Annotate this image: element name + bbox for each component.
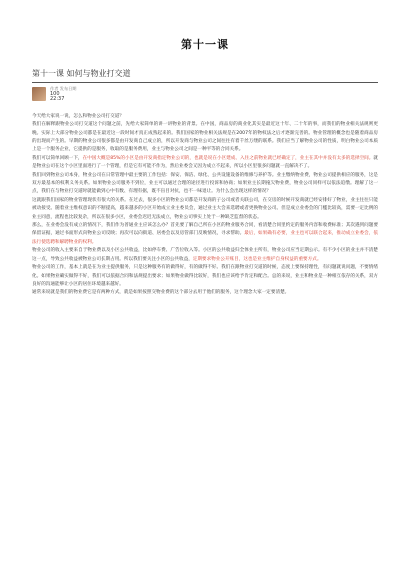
author-time: 22:37 [50, 96, 65, 103]
author-date: 发布日期 [59, 86, 77, 91]
paragraph [32, 247, 378, 264]
page-title: 第十一课 [181, 38, 229, 51]
highlighted-text: 在中国大概是85%的小区是由开发商指定物业公司的，也就是说在小区建成、入住之前物业就已经确定了，业主在其中并没有太多的选择空间。 [82, 155, 374, 161]
author-name: 作者 [50, 86, 59, 91]
paragraph-text: 就是物业公司在这个小区里面进行了一个管理，但是它有可能不作为，然后业委会又因为成立不起来，所以小区里很多问题就一直解决不了。 [32, 155, 378, 170]
paragraph [32, 264, 378, 289]
paragraph-text: 物业公司的收入主要来自于物业费以及小区公共收益，比如停车费、广告位收入等。小区的公共收益归全体业主所有，物业公司应当定期公示。有不少小区的业主并不清楚这一点，导致公共收益被物业公司长期占用。所以我们要关注小区的公共收益， [32, 248, 378, 262]
article-body [32, 113, 378, 298]
divider [32, 82, 378, 83]
paragraph [32, 289, 378, 297]
paragraph-text: 那么，在业委会没有成立的情况下，我们作为普通业主应该怎么办？首先要了解自己所在小区的物业服务合同，看清楚合同里约定的服务内容和收费标准；其次遇到问题要保留证据，通过书面形式向物业公司反映；再次可以向街道、居委会以及房管部门反映情况，寻求帮助。 [32, 223, 378, 237]
lesson-subtitle: 第十一课 如何与物业打交道 [32, 69, 131, 78]
author-count: 100 [50, 90, 60, 97]
paragraph [32, 155, 378, 172]
paragraph [32, 121, 378, 155]
author-row [32, 86, 378, 103]
paragraph [32, 172, 378, 197]
paragraph [32, 222, 378, 247]
avatar [32, 87, 46, 101]
highlighted-text: 最后，如果确有必要，业主也可以联合起来，推动成立业委会，依法行使选聘和解聘物业的权利。 [32, 231, 378, 245]
paragraph-text: 今天给大家说一说，怎么和物业公司打交道？ [32, 113, 124, 119]
author-meta [50, 86, 77, 103]
paragraph [32, 197, 378, 222]
paragraph [32, 113, 378, 121]
paragraph-text: 通常来说就是我们的物业费它是有两种方式，就是如果按照交物业费的这个部分去用于他们的服务，这个理念大家一定要清楚。 [32, 290, 290, 296]
paragraph-text: 我们可以简单回顾一下， [32, 155, 83, 161]
paragraph-text: 这就跟我们国家的物业管理现状有很大的关系。在过去，很多小区的物业公司都是开发商的子公司或者关联公司，在交房的时候开发商就已经安排好了物业，业主往往只能被动接受。随着业主维权意识的不断提高，越来越多的小区开始成立业主委员会，通过业主大会来选聘或者更换物业公司。但是成立业委会的门槛比较高，需要一定比例的业主同意，流程也比较复杂，所以在很多小区，业委会迟迟无法成立，物业公司事实上处于一种缺乏监督的状态。 [32, 197, 378, 220]
paragraph-text: 物业公司的工作，基本上就是在为业主提供服务，只是这种服务有的做得好，有的做得不好。我们在跟物业打交道的时候，态度上要保持理性，有问题就说问题，不要情绪化。如果物业确实做得不好，我们可以依据合同和法规提出要求；如果物业做得比较好，我们也应该给予肯定和配合。总的来说，业主和物业是一种相互依存的关系，双方良好的沟通能够让小区的居住环境越来越好。 [32, 265, 378, 287]
paragraph-text: 我们回到物业公司本身，物业公司在日常管理中最主要的工作包括：保安、保洁、绿化、公共设施设备的维修与养护等。业主缴纳物业费，物业公司提供相应的服务，这是双方最基本的权利义务关系。如果物业公司服务不到位，业主可以通过合理的途径进行投诉和协商；如果业主长期拖欠物业费，物业公司同样可以依法追缴。理解了这一点，我们在与物业打交道时就能做到心中有数、有理有据，既不盲目对抗，也不一味退让。为什么会出现这样的情况？ [32, 172, 378, 195]
highlighted-text: 定期要求物业公开账目，这也是业主维护自身权益的重要方式。 [192, 256, 322, 262]
paragraph-text: 我们在解释跟物业公司打交道这个问题之前，先给大家简单的讲一讲物业的背景。在中国，商品房的商业化其实是最近这十年、二十年的事，而我们的物业相关法规则更晚。实际上大部分物业公司都是在最近这一段时间才真正成熟起来的。我们国家的物业相关法规是在2007年的物权法之后才逐渐完善的。物业管理的概念也是随着商品房的出现而产生的。早期的物业公司很多都是由开发商自己成立的，所以开发商与物业公司之间往往有着千丝万缕的联系。我们应当了解物业公司的性质，明白物业公司本质上是一个服务企业，它提供的是服务，收取的是服务费用，业主与物业公司之间是一种平等的合同关系。 [32, 122, 378, 153]
